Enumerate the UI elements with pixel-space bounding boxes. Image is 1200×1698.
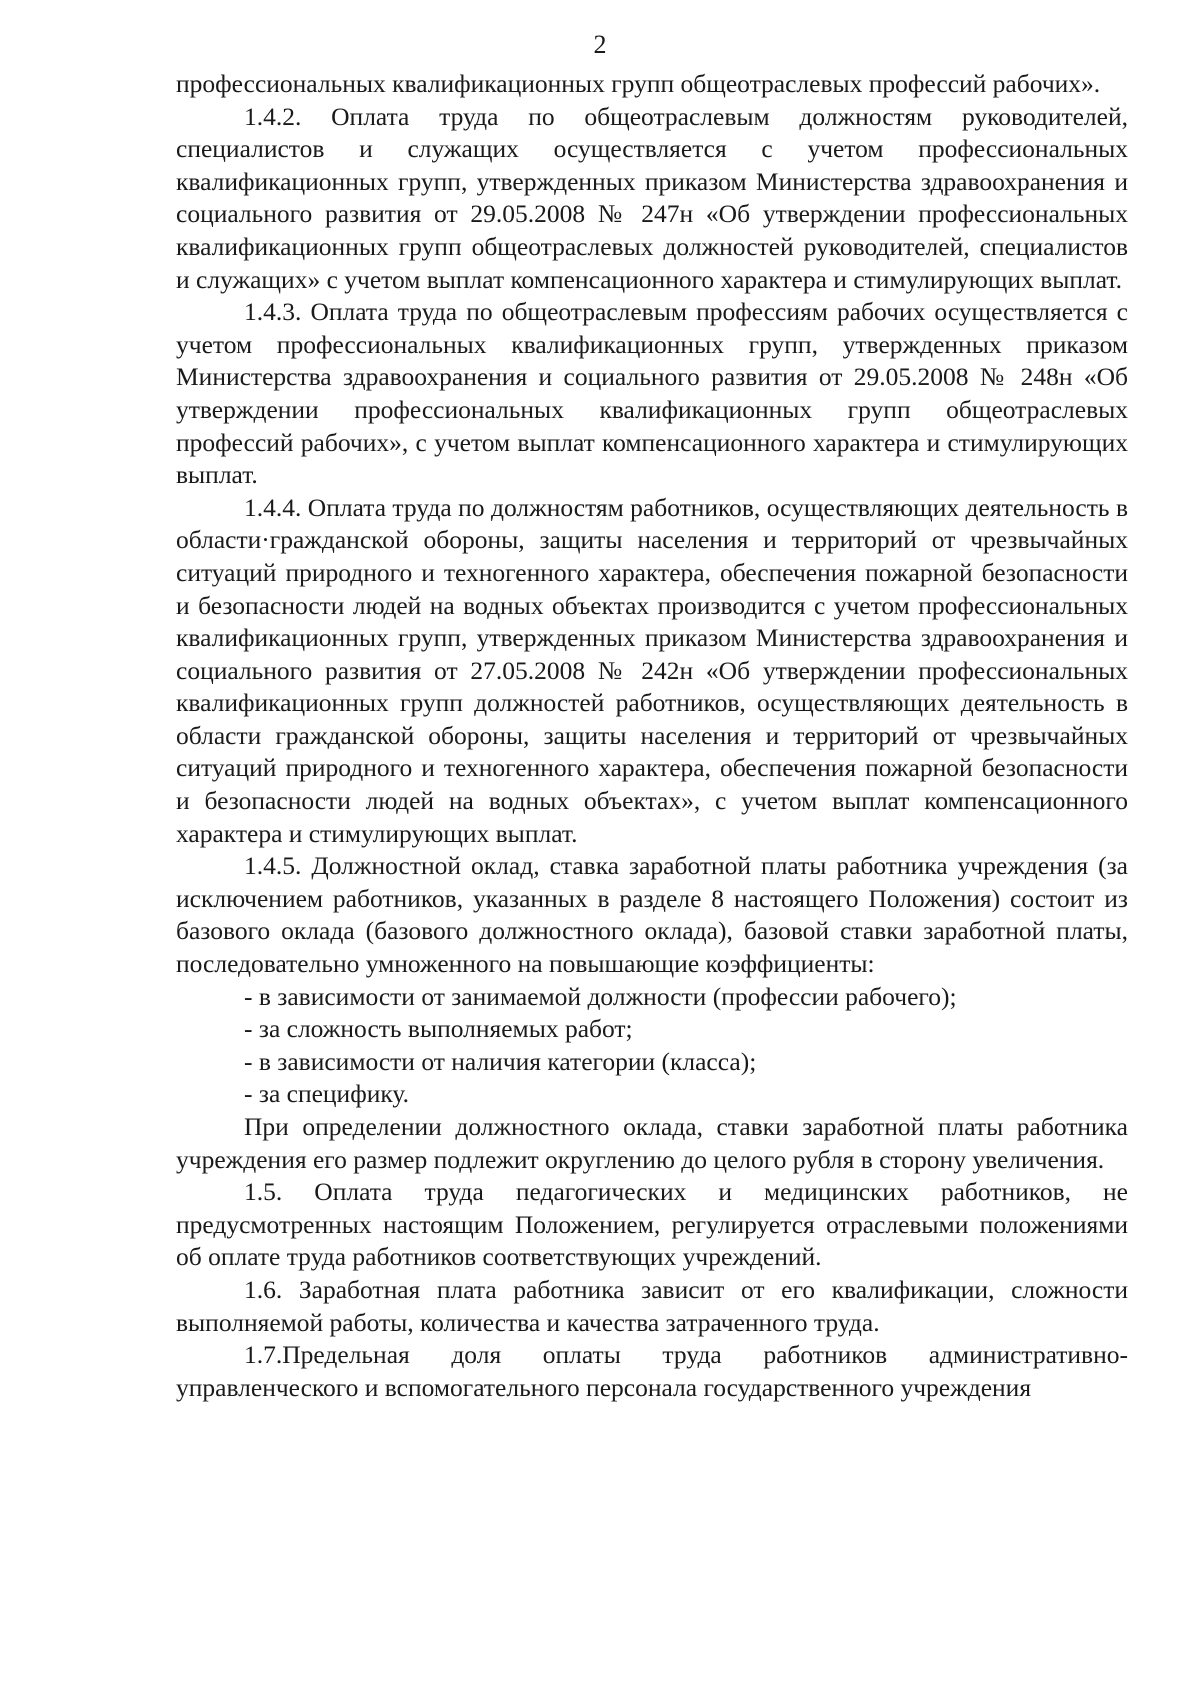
list-item: - в зависимости от занимаемой должности (профессии рабочего); <box>244 981 957 1011</box>
paragraph-1-6: 1.6. Заработная плата работника зависит от его квалификации, сложности выполняемой работы, количества и качества затраченного труда. <box>176 1274 1128 1337</box>
paragraph-continuation: профессиональных квалификационных групп общеотраслевых профессий рабочих». <box>176 69 1101 98</box>
document-body <box>176 68 1128 1404</box>
paragraph-1-4-2: 1.4.2. Оплата труда по общеотраслевым должностям руководителей, специалистов и служащих осуществляется с учетом профессиональных квалификационных групп, утвержденных приказом Министерства здравоохранения и социального развития от 29.05.2008 № 247н «Об утверждении профессиональных квалификационных групп общеотраслевых должностей руководителей, специалистов и служащих» с учетом выплат компенсационного характера и стимулирующих выплат. <box>176 101 1128 294</box>
paragraph-1-7: 1.7.Предельная доля оплаты труда работников административно-управленческого и вспомогательного персонала государственного учреждения <box>176 1340 1128 1402</box>
paragraph-1-4-4: 1.4.4. Оплата труда по должностям работников, осуществляющих деятельность в области·гражданской обороны, защиты населения и территорий от чрезвычайных ситуаций природного и техногенного характера, обеспечения пожарной безопасности и безопасности людей на водных объектах производится с учетом профессиональных квалификационных групп, утвержденных приказом Министерства здравоохранения и социального развития от 27.05.2008 № 242н «Об утверждении профессиональных квалификационных групп должностей работников, осуществляющих деятельность в области гражданской обороны, защиты населения и территорий от чрезвычайных ситуаций природного и техногенного характера, обеспечения пожарной безопасности и безопасности людей на водных объектах», с учетом выплат компенсационного характера и стимулирующих выплат. <box>176 492 1128 848</box>
list-item: - за специфику. <box>244 1079 409 1109</box>
paragraph-rounding: При определении должностного оклада, ставки заработной платы работника учреждения его размер подлежит округлению до целого рубля в сторону увеличения. <box>176 1112 1128 1174</box>
paragraph-1-4-3: 1.4.3. Оплата труда по общеотраслевым профессиям рабочих осуществляется с учетом профессиональных квалификационных групп, утвержденных приказом Министерства здравоохранения и социального развития от 29.05.2008 № 248н «Об утверждении профессиональных квалификационных групп общеотраслевых профессий рабочих», с учетом выплат компенсационного характера и стимулирующих выплат. <box>176 297 1128 490</box>
list-item: - в зависимости от наличия категории (класса); <box>244 1046 757 1076</box>
paragraph-1-4-5: 1.4.5. Должностной оклад, ставка заработной платы работника учреждения (за исключением работников, указанных в разделе 8 настоящего Положения) состоит из базового оклада (базового должностного оклада), базовой ставки заработной платы, последовательно умноженного на повышающие коэффициенты: <box>176 851 1128 979</box>
list-item: - за сложность выполняемых работ; <box>244 1014 633 1044</box>
page-number: 2 <box>593 30 607 59</box>
paragraph-1-5: 1.5. Оплата труда педагогических и медицинских работников, не предусмотренных настоящим Положением, регулируется отраслевыми положениями об оплате труда работников соответствующих учреждений. <box>176 1177 1128 1272</box>
